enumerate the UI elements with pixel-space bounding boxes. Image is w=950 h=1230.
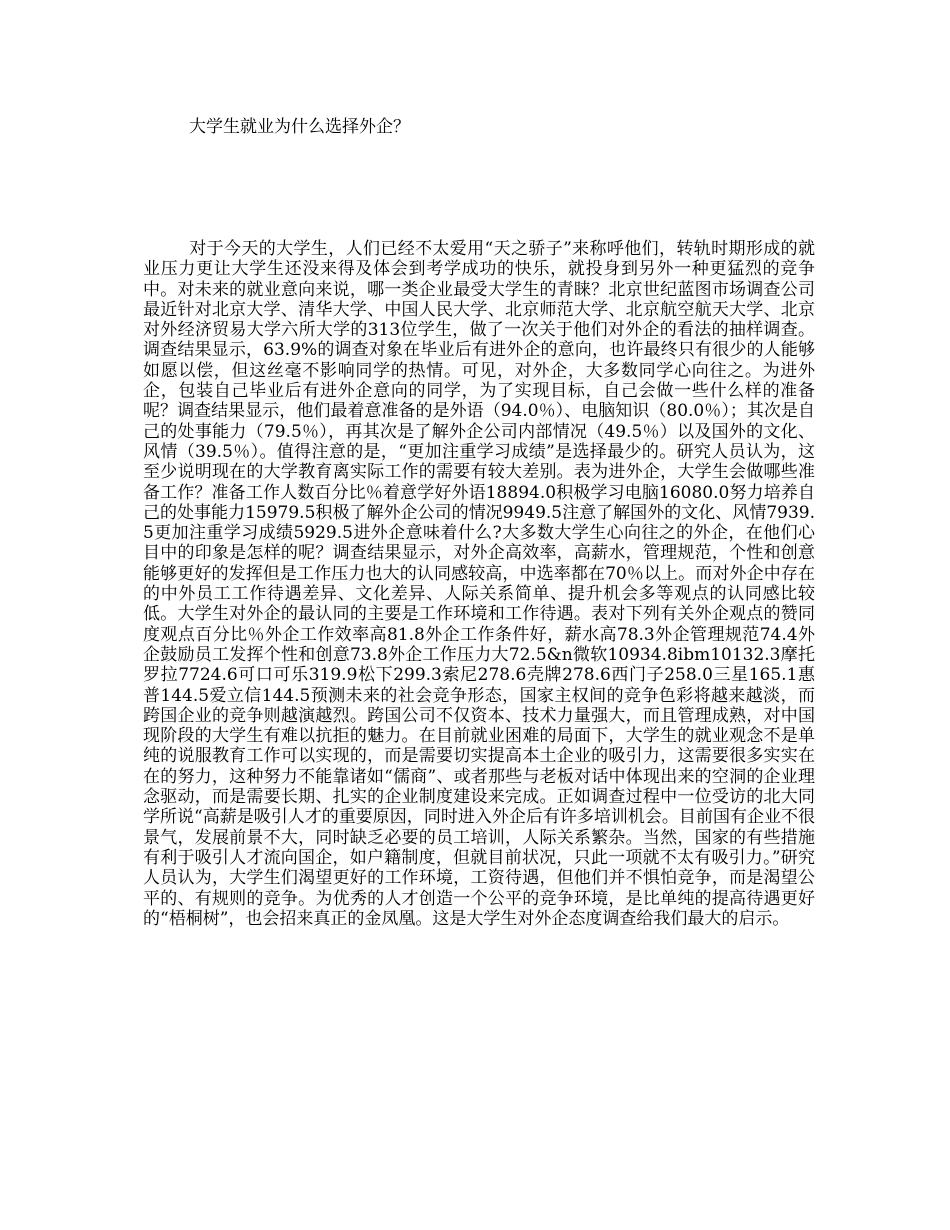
document-body-paragraph: 对于今天的大学生，人们已经不太爱用“天之骄子”来称呼他们，转轨时期形成的就业压力更让大学生还没来得及体会到考学成功的快乐，就投身到另外一种更猛烈的竞争中。对未来的就业意向来说，哪一类企业最受大学生的青睐？北京世纪蓝图市场调查公司最近针对北京大学、清华大学、中国人民大学、北京师范大学、北京航空航天大学、北京对外经济贸易大学六所大学的313位学生，做了一次关于他们对外企的看法的抽样调查。调查结果显示，63.9%的调查对象在毕业后有进外企的意向，也许最终只有很少的人能够如愿以偿，但这丝毫不影响同学的热情。可见，对外企，大多数同学心向往之。为进外企，包装自己毕业后有进外企意向的同学，为了实现目标，自己会做一些什么样的准备呢？调查结果显示，他们最着意准备的是外语（94.0％）、电脑知识（80.0％）；其次是自己的处事能力（79.5％），再其次是了解外企公司内部情况（49.5％）以及国外的文化、风情（39.5％）。值得注意的是，“更加注重学习成绩”是选择最少的。研究人员认为，这至少说明现在的大学教育离实际工作的需要有较大差别。表为进外企，大学生会做哪些准备工作？准备工作人数百分比％着意学好外语18894.0积极学习电脑16080.0努力培养自己的处事能力15979.5积极了解外企公司的情况9949.5注意了解国外的文化、风情7939.5更加注重学习成绩5929.5进外企意味着什么?大多数大学生心向往之的外企，在他们心目中的印象是怎样的呢？调查结果显示，对外企高效率，高薪水，管理规范，个性和创意能够更好的发挥但是工作压力也大的认同感较高，中选率都在70％以上。而对外企中存在的中外员工工作待遇差异、文化差异、人际关系简单、提升机会多等观点的认同感比较低。大学生对外企的最认同的主要是工作环境和工作待遇。表对下列有关外企观点的赞同度观点百分比％外企工作效率高81.8外企工作条件好，薪水高78.3外企管理规范74.4外企鼓励员工发挥个性和创意73.8外企工作压力大72.5&n微软10934.8ibm10132.3摩托罗拉7724.6可口可乐319.9松下299.3索尼278.6壳牌278.6西门子258.0三星165.1惠普144.5爱立信144.5预测未来的社会竞争形态，国家主权间的竞争色彩将越来越淡，而跨国企业的竞争则越演越烈。跨国公司不仅资本、技术力量强大，而且管理成熟，对中国现阶段的大学生有难以抗拒的魅力。在目前就业困难的局面下，大学生的就业观念不是单纯的说服教育工作可以实现的，而是需要切实提高本土企业的吸引力，这需要很多实实在在的努力，这种努力不能靠诸如“儒商”、或者那些与老板对话中体现出来的空洞的企业理念驱动，而是需要长期、扎实的企业制度建设来完成。正如调查过程中一位受访的北大同学所说“高薪是吸引人才的重要原因，同时进入外企后有许多培训机会。目前国有企业不很景气，发展前景不大，同时缺乏必要的员工培训，人际关系繁杂。当然，国家的有些措施有利于吸引人才流向国企，如户籍制度，但就目前状况，只此一项就不太有吸引力。”研究人员认为，大学生们渴望更好的工作环境，工资待遇，但他们并不惧怕竞争，而是渴望公平的、有规则的竞争。为优秀的人才创造一个公平的竞争环境，是比单纯的提高待遇更好的“梧桐树”，也会招来真正的金凤凰。这是大学生对外企态度调查给我们最大的启示。 bbox=[143, 239, 815, 929]
document-title: 大学生就业为什么选择外企？ bbox=[189, 117, 410, 137]
